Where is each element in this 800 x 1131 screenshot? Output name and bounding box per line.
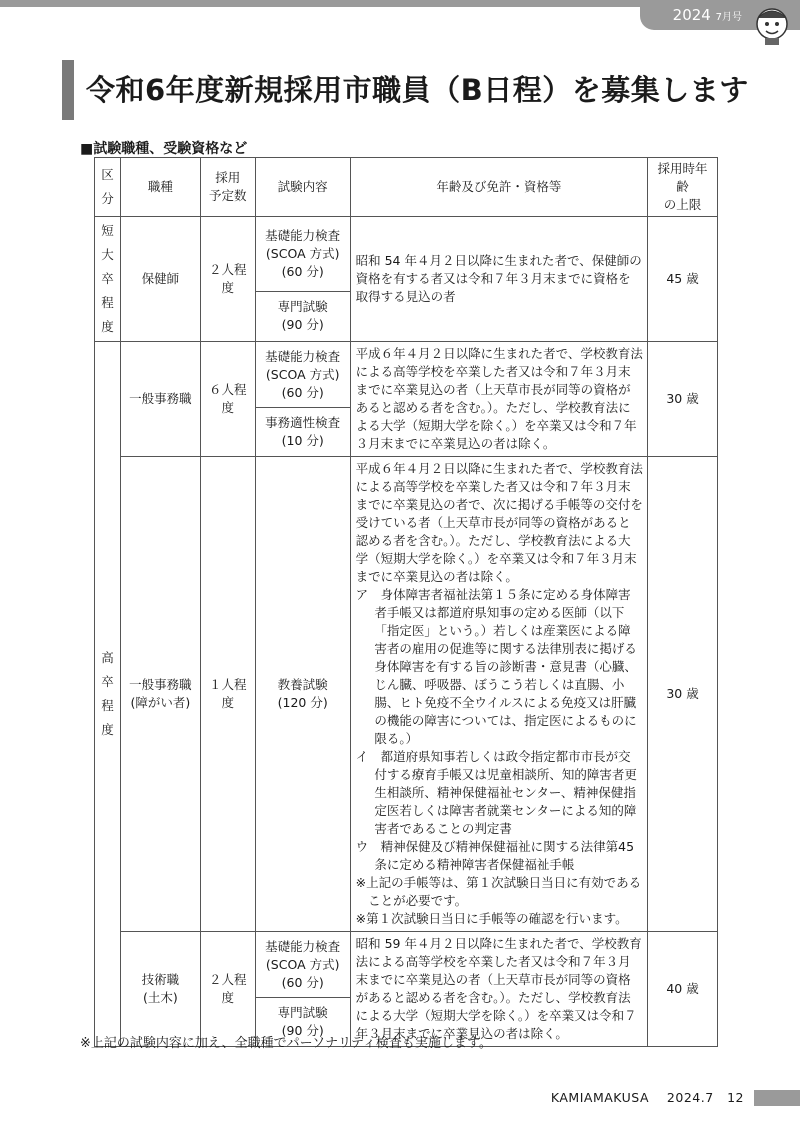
age-limit: 40 歳 bbox=[648, 932, 718, 1047]
header-age: 採用時年齢 の上限 bbox=[648, 158, 718, 217]
exam-item: 教養試験 (120 分) bbox=[255, 457, 350, 932]
table-row bbox=[95, 342, 718, 408]
qualification-note-2: ※第１次試験日当日に手帳等の確認を行います。 bbox=[355, 911, 628, 926]
job-name: 保健師 bbox=[120, 217, 200, 342]
job-name: 一般事務職 bbox=[120, 342, 200, 457]
issue-month: 7月号 bbox=[715, 12, 742, 23]
exam-item: 事務適性検査 (10 分) bbox=[255, 408, 350, 457]
page-footer bbox=[0, 1086, 800, 1110]
hire-count: １人程度 bbox=[200, 457, 255, 932]
kubun-tandai: 短 大 卒 程 度 bbox=[95, 217, 121, 342]
table-row bbox=[95, 932, 718, 998]
header-shikaku: 年齢及び免許・資格等 bbox=[350, 158, 647, 217]
qualification-item-u: ウ 精神保健及び精神保健福祉に関する法律第45 条に定める精神障害者保健福祉手帳 bbox=[355, 839, 635, 872]
section-heading: ■試験職種、受験資格など bbox=[80, 141, 248, 157]
title-accent-bar bbox=[62, 60, 74, 120]
issue-label bbox=[673, 6, 742, 24]
job-name: 技術職 (土木) bbox=[120, 932, 200, 1047]
exam-item: 専門試験 (90 分) bbox=[255, 998, 350, 1047]
age-limit: 45 歳 bbox=[648, 217, 718, 342]
footer-publication bbox=[551, 1090, 744, 1105]
hire-count: ２人程度 bbox=[200, 217, 255, 342]
footer-date: 2024.7 bbox=[666, 1090, 714, 1105]
exam-item: 基礎能力検査 (SCOA 方式) (60 分) bbox=[255, 342, 350, 408]
header-saiyo: 採用 予定数 bbox=[200, 158, 255, 217]
issue-year: 2024 bbox=[672, 6, 711, 24]
exam-item: 専門試験 (90 分) bbox=[255, 291, 350, 341]
exam-item: 基礎能力検査 (SCOA 方式) (60 分) bbox=[255, 217, 350, 292]
footnote: ※上記の試験内容に加え、全職種でパーソナリティ検査も実施します。 bbox=[80, 1036, 492, 1051]
page-number: 12 bbox=[727, 1090, 744, 1105]
job-name: 一般事務職 (障がい者) bbox=[120, 457, 200, 932]
qualification: 平成６年４月２日以降に生まれた者で、学校教育法による高等学校を卒業した者又は令和７年３月末までに卒業見込の者（上天草市長が同等の資格があると認める者を含む。）。ただし、学校教育法による大学（短期大学を除く。）を卒業又は令和７年３月末までに卒業見込の者は除く。 bbox=[350, 342, 647, 457]
header-kubun: 区 分 bbox=[95, 158, 121, 217]
exam-item: 基礎能力検査 (SCOA 方式) (60 分) bbox=[255, 932, 350, 998]
footer-page-bar bbox=[754, 1090, 800, 1106]
hire-count: ６人程度 bbox=[200, 342, 255, 457]
qualification-main: 平成６年４月２日以降に生まれた者で、学校教育法による高等学校を卒業した者又は令和７年３月末までに卒業見込の者で、次に掲げる手帳等の交付を受けている者（上天草市長が同等の資格があると認める者を含む。）。ただし、学校教育法による大学（短期大学を除く。）を卒業又は令和７年３月末までに卒業見込の者は除く。 bbox=[355, 461, 643, 584]
footer-pub-name: KAMIAMAKUSA bbox=[550, 1090, 650, 1105]
age-limit: 30 歳 bbox=[648, 457, 718, 932]
qualification-item-a: ア 身体障害者福祉法第１５条に定める身体障害者手帳又は都道府県知事の定める医師（以下「指定医」という。）若しくは産業医による障害者の雇用の促進等に関する法律別表に掲げる身体障害を有する旨の診断書・意見書（心臓、じん臓、呼吸器、ぼうこう若しくは直腸、小腸、ヒト免疫不全ウイルスによる免疫又は肝臓の機能の障害については、指定医によるものに限る。） bbox=[355, 587, 637, 746]
page-title: 令和6年度新規採用市職員（B日程）を募集します bbox=[86, 73, 749, 107]
kubun-kousotsu: 高 卒 程 度 bbox=[95, 342, 121, 1047]
qualification: 昭和 54 年４月２日以降に生まれた者で、保健師の資格を有する者又は令和７年３月末までに資格を取得する見込の者 bbox=[350, 217, 647, 342]
qualification-note-1: ※上記の手帳等は、第１次試験日当日に有効であることが必要です。 bbox=[355, 875, 642, 908]
table-row bbox=[95, 457, 718, 932]
mascot-character-icon bbox=[750, 2, 794, 46]
header-naiyo: 試験内容 bbox=[255, 158, 350, 217]
table-header-row bbox=[95, 158, 718, 217]
table-row bbox=[95, 217, 718, 292]
hire-count: ２人程度 bbox=[200, 932, 255, 1047]
top-header bbox=[0, 0, 800, 36]
recruitment-table bbox=[94, 157, 718, 1047]
header-shokushu: 職種 bbox=[120, 158, 200, 217]
qualification: 昭和 59 年４月２日以降に生まれた者で、学校教育法による高等学校を卒業した者又は令和７年３月末までに卒業見込の者（上天草市長が同等の資格があると認める者を含む。）。ただし、学校教育法による大学（短期大学を除く。）を卒業又は令和７年３月末までに卒業見込の者は除く。 bbox=[350, 932, 647, 1047]
qualification-item-i: イ 都道府県知事若しくは政令指定都市市長が交付する療育手帳又は児童相談所、知的障害者更生相談所、精神保健福祉センター、精神保健指定医若しくは障害者就業センターによる知的障害者であることの判定書 bbox=[355, 749, 637, 836]
qualification bbox=[350, 457, 647, 932]
age-limit: 30 歳 bbox=[648, 342, 718, 457]
